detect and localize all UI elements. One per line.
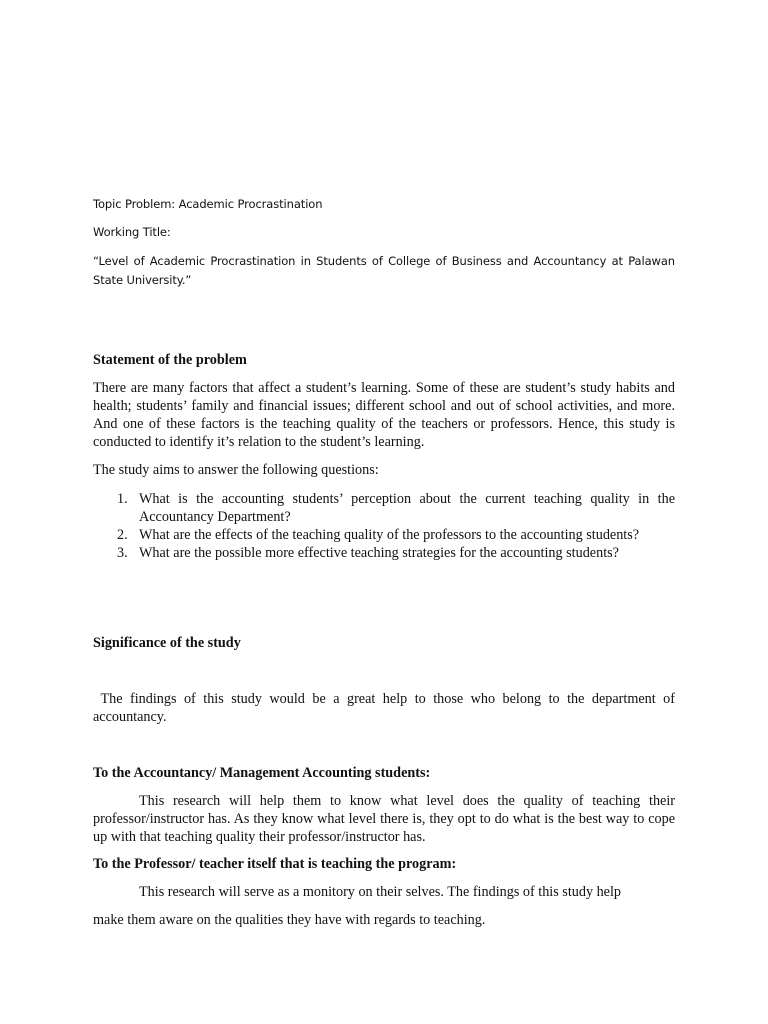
statement-heading: Statement of the problem [93,352,247,368]
professor-paragraph-line2: make them aware on the qualities they have with regards to teaching. [93,912,486,928]
topic-problem: Topic Problem: Academic Procrastination [93,197,323,211]
working-title-label: Working Title: [93,225,171,239]
list-item [93,490,675,526]
list-item [93,526,675,544]
students-paragraph: This research will help them to know what level does the quality of teaching their professor/instructor has. As they know what level there is, they opt to do what is the best way to cope up with that teaching quality their professor/instructor has. [93,793,675,845]
list-item-text: What are the effects of the teaching quality of the professors to the accounting students? [139,527,640,543]
list-item-number: 2. [117,527,128,543]
list-item-text: What are the possible more effective teaching strategies for the accounting students? [139,545,619,561]
list-item-number: 3. [117,545,128,561]
list-item-text: What is the accounting students’ perception about the current teaching quality in the Accountancy Department? [139,491,675,525]
working-title: “Level of Academic Procrastination in Students of College of Business and Accountancy at Palawan State University.” [93,254,675,287]
significance-paragraph: The findings of this study would be a great help to those who belong to the department of accountancy. [93,691,679,725]
statement-paragraph: There are many factors that affect a student’s learning. Some of these are student’s study habits and health; students’ family and financial issues; different school and out of school activities, and more. And one of these factors is the teaching quality of the teachers or professors. Hence, this study is conducted to identify it’s relation to the student’s learning. [93,380,675,450]
professor-paragraph-line1: This research will serve as a monitory on their selves. The findings of this study help [139,884,622,900]
professor-heading: To the Professor/ teacher itself that is teaching the program: [93,856,457,872]
list-item [93,544,675,562]
significance-heading: Significance of the study [93,635,241,651]
list-item-number: 1. [117,491,128,507]
questions-list [93,490,675,562]
students-heading: To the Accountancy/ Management Accounting students: [93,765,431,781]
study-aim: The study aims to answer the following questions: [93,462,379,478]
